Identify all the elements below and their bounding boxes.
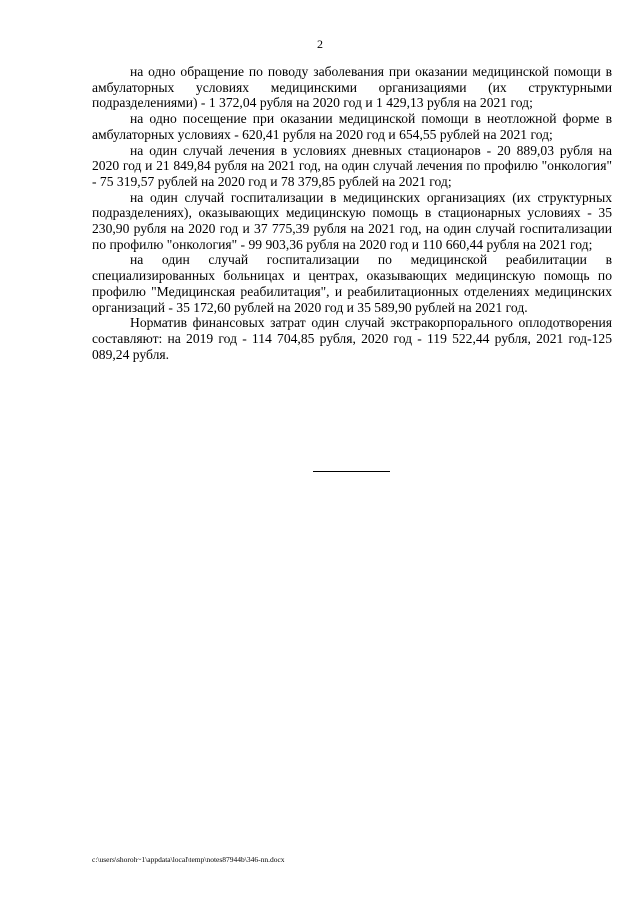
end-of-document-divider	[313, 471, 390, 472]
paragraph-outpatient-visit-rate: на одно обращение по поводу заболевания при оказании медицинской помощи в амбулаторных условиях медицинскими организациями (их структурными подразделениями) - 1 372,04 рубля на 2020 год и 1 429,13 рубля на 2021 год;	[92, 64, 612, 111]
page-number: 2	[317, 37, 323, 51]
paragraph-ivf-cost-norm: Норматив финансовых затрат один случай экстракорпорального оплодотворения составляют: на 2019 год - 114 704,85 рубля, 2020 год - 119 522,44 рубля, 2021 год-125 089,24 рубля.	[92, 315, 612, 362]
paragraph-day-hospital-rate: на один случай лечения в условиях дневных стационаров - 20 889,03 рубля на 2020 год и 21 849,84 рубля на 2021 год, на один случай лечения по профилю "онкология" - 75 319,57 рублей на 2020 год и 78 379,85 рублей на 2021 год;	[92, 142, 612, 189]
paragraph-hospitalization-rate: на один случай госпитализации в медицинских организациях (их структурных подразделениях), оказывающих медицинскую помощь в стационарных условиях - 35 230,90 рубля на 2020 год и 37 775,39 рубля на 2021 год, на один случай госпитализации по профилю "онкология" - 99 903,36 рубля на 2020 год и 110 660,44 рубля на 2021 год;	[92, 189, 612, 252]
document-body	[92, 64, 612, 362]
footer-file-path: c:\users\shoroh~1\appdata\local\temp\notes87944b\346-nn.docx	[92, 855, 285, 864]
paragraph-rehabilitation-rate: на один случай госпитализации по медицинской реабилитации в специализированных больницах и центрах, оказывающих медицинскую помощь по профилю "Медицинская реабилитация", и реабилитационных отделениях медицинских организаций - 35 172,60 рублей на 2020 год и 35 589,90 рублей на 2021 год.	[92, 252, 612, 315]
paragraph-emergency-care-rate: на одно посещение при оказании медицинской помощи в неотложной форме в амбулаторных условиях - 620,41 рубля на 2020 год и 654,55 рублей на 2021 год;	[92, 111, 612, 142]
